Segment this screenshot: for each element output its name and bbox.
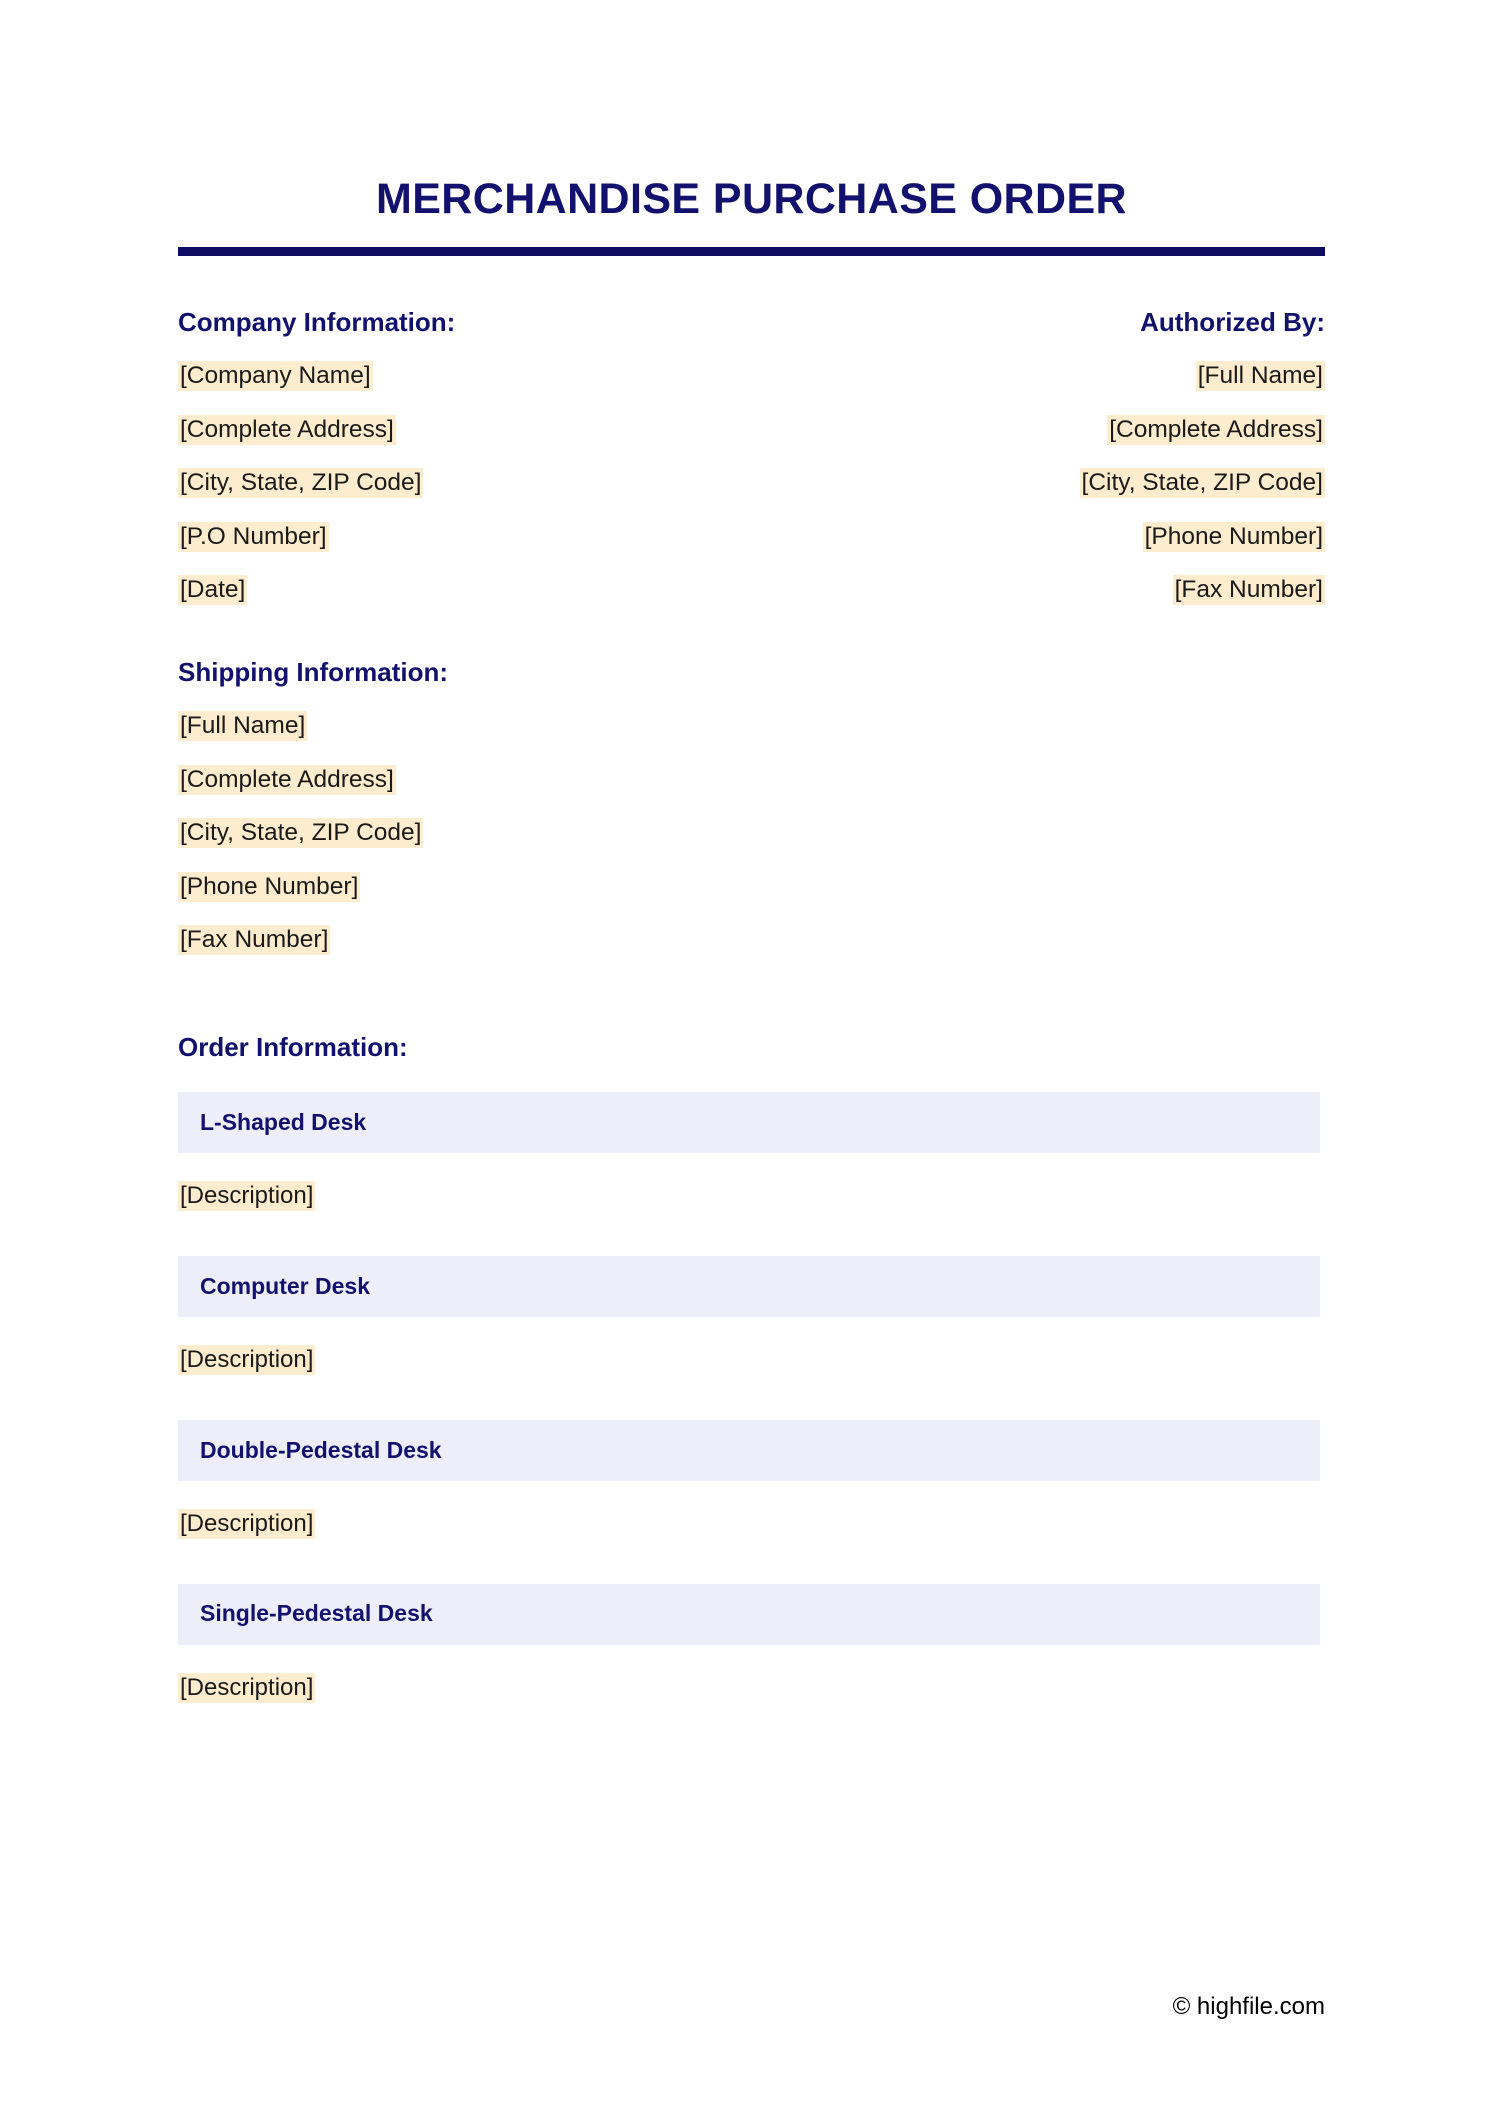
order-item-name: Single-Pedestal Desk [200, 1600, 433, 1627]
company-name-field[interactable]: [Company Name] [180, 362, 371, 390]
order-item-description-field[interactable]: [Description] [180, 1509, 314, 1537]
shipping-information-block [178, 657, 1325, 955]
shipping-city-state-zip-row [178, 817, 1325, 848]
order-item-header [178, 1256, 1320, 1317]
authorized-full-name-field[interactable]: [Full Name] [1197, 362, 1323, 390]
shipping-full-name-field[interactable]: [Full Name] [180, 712, 306, 740]
authorized-address-field[interactable]: [Complete Address] [1109, 415, 1323, 443]
shipping-information-heading: Shipping Information: [178, 657, 449, 688]
company-city-state-zip-field[interactable]: [City, State, ZIP Code] [180, 469, 422, 497]
order-information-heading: Order Information: [178, 1032, 408, 1063]
party-information-grid [178, 307, 1325, 605]
order-items-list [178, 1092, 1325, 1703]
company-name-row [178, 360, 740, 391]
order-item [178, 1420, 1325, 1540]
order-item-description-field[interactable]: [Description] [180, 1673, 314, 1701]
shipping-full-name-row [178, 710, 1325, 741]
order-item-header [178, 1584, 1320, 1645]
shipping-address-field[interactable]: [Complete Address] [180, 765, 394, 793]
authorized-by-block [763, 307, 1325, 605]
page-title: MERCHANDISE PURCHASE ORDER [375, 175, 1128, 223]
company-city-state-zip-row [178, 467, 740, 498]
shipping-address-row [178, 764, 1325, 795]
order-item-header [178, 1092, 1320, 1153]
shipping-fax-number-field[interactable]: [Fax Number] [180, 925, 329, 953]
shipping-phone-number-row [178, 871, 1325, 902]
order-item-name: Double-Pedestal Desk [200, 1436, 442, 1463]
order-item-description-row [178, 1673, 1325, 1704]
authorized-full-name-row [763, 360, 1325, 391]
order-item-description-row [178, 1509, 1325, 1540]
shipping-phone-number-field[interactable]: [Phone Number] [180, 872, 359, 900]
authorized-phone-number-field[interactable]: [Phone Number] [1144, 522, 1323, 550]
company-information-block [178, 307, 740, 605]
authorized-city-state-zip-row [763, 467, 1325, 498]
order-item [178, 1256, 1325, 1376]
company-address-row [178, 414, 740, 445]
order-item-description-field[interactable]: [Description] [180, 1346, 314, 1374]
shipping-city-state-zip-field[interactable]: [City, State, ZIP Code] [180, 819, 422, 847]
order-item-name: Computer Desk [200, 1272, 370, 1299]
order-item-description-row [178, 1181, 1325, 1212]
order-item-header [178, 1420, 1320, 1481]
document-content [178, 0, 1325, 1747]
order-item-description-field[interactable]: [Description] [180, 1182, 314, 1210]
company-po-number-row [178, 521, 740, 552]
order-item [178, 1584, 1325, 1704]
authorized-fax-number-field[interactable]: [Fax Number] [1174, 575, 1323, 603]
authorized-phone-number-row [763, 521, 1325, 552]
company-date-field[interactable]: [Date] [180, 575, 246, 603]
shipping-fax-number-row [178, 924, 1325, 955]
company-information-heading: Company Information: [178, 307, 456, 338]
order-item [178, 1092, 1325, 1212]
company-address-field[interactable]: [Complete Address] [180, 415, 394, 443]
authorized-by-heading: Authorized By: [1140, 307, 1325, 338]
company-po-number-field[interactable]: [P.O Number] [180, 522, 327, 550]
title-divider [178, 247, 1325, 256]
authorized-address-row [763, 414, 1325, 445]
company-date-row [178, 574, 740, 605]
order-item-name: L-Shaped Desk [200, 1109, 367, 1136]
authorized-fax-number-row [763, 574, 1325, 605]
footer-copyright: © highfile.com [1172, 1993, 1325, 2020]
authorized-city-state-zip-field[interactable]: [City, State, ZIP Code] [1081, 469, 1323, 497]
order-item-description-row [178, 1345, 1325, 1376]
